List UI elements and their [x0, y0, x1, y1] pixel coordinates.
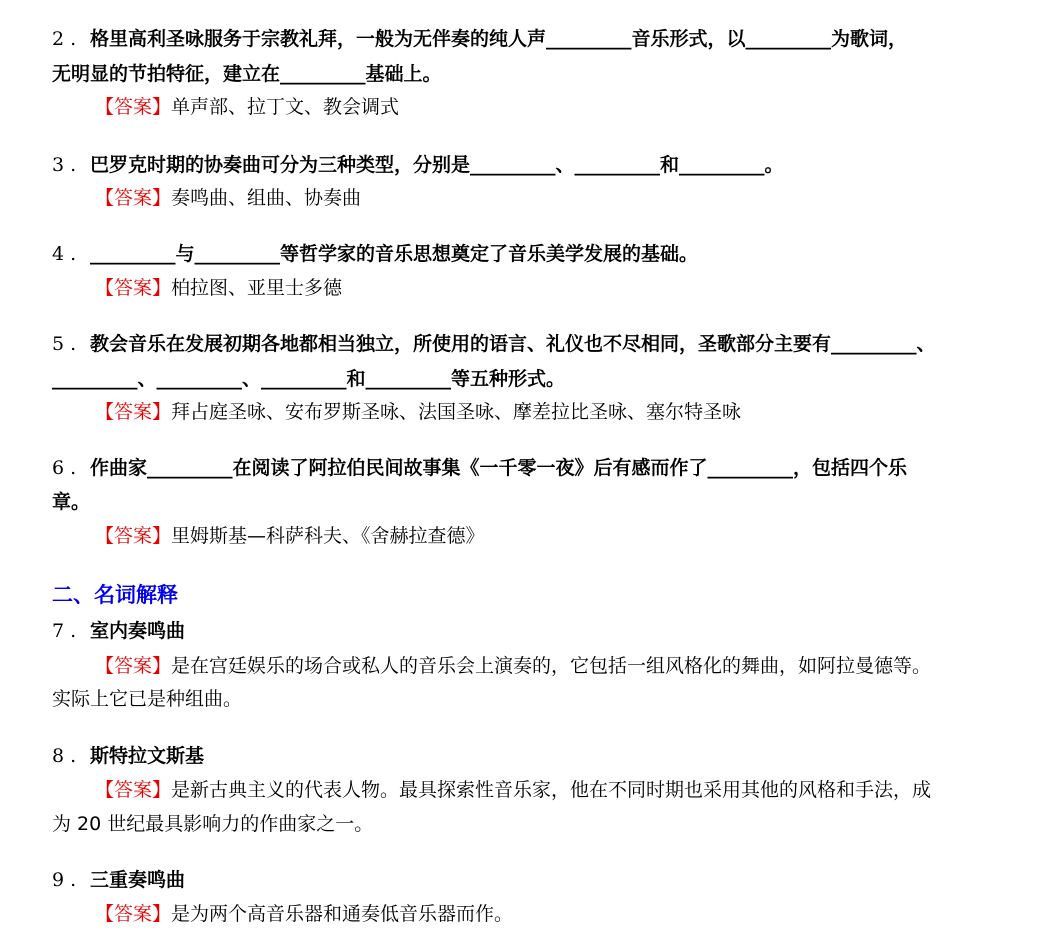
- answer-text: 是为两个高音乐器和通奏低音乐器而作。: [171, 903, 514, 925]
- question-4-line-1: [52, 242, 698, 266]
- answer-text: 拜占庭圣咏、安布罗斯圣咏、法国圣咏、摩差拉比圣咏、塞尔特圣咏: [171, 401, 742, 423]
- question-text: 巴罗克时期的协奏曲可分为三种类型，分别是_________、_________和_________。: [90, 154, 784, 176]
- answer-tag: 【答案】: [95, 401, 172, 423]
- question-2-line-2: 无明显的节拍特征，建立在_________基础上。: [52, 63, 442, 85]
- question-7-line-1: [52, 619, 185, 643]
- answer-text: 是在宫廷娱乐的场合或私人的音乐会上演奏的，它包括一组风格化的舞曲，如阿拉曼德等。: [171, 655, 932, 677]
- answer-4: [95, 276, 342, 300]
- question-6-line-1: [52, 456, 907, 480]
- question-9-line-1: [52, 868, 185, 892]
- question-text: 格里高利圣咏服务于宗教礼拜，一般为无伴奏的纯人声_________音乐形式，以_________为歌词，: [90, 28, 908, 50]
- answer-tag: 【答案】: [95, 779, 172, 801]
- answer-tag: 【答案】: [95, 96, 172, 118]
- answer-tag: 【答案】: [95, 903, 172, 925]
- question-number: 2 .: [52, 28, 77, 50]
- question-term: 室内奏鸣曲: [90, 620, 186, 642]
- question-5-line-2: _________、_________、_________和_________等五种形式。: [52, 368, 566, 390]
- question-number: 9 .: [52, 869, 77, 891]
- question-8-line-1: [52, 744, 204, 768]
- answer-text: 奏鸣曲、组曲、协奏曲: [171, 187, 362, 209]
- answer-9-line-1: [95, 902, 513, 926]
- answer-text: 单声部、拉丁文、教会调式: [171, 96, 400, 118]
- question-3-line-1: [52, 153, 784, 177]
- answer-8-line-1: [95, 778, 931, 802]
- question-text: 教会音乐在发展初期各地都相当独立，所使用的语言、礼仪也不尽相同，圣歌部分主要有_________、: [90, 333, 936, 355]
- question-term: 三重奏鸣曲: [90, 869, 186, 891]
- answer-8-line-2: 为 20 世纪最具影响力的作曲家之一。: [52, 813, 374, 835]
- answer-text: 里姆斯基—科萨科夫、《舍赫拉查德》: [171, 525, 485, 547]
- answer-tag: 【答案】: [95, 277, 172, 299]
- answer-5: [95, 400, 741, 424]
- section-heading: 二、名词解释: [52, 583, 178, 607]
- question-number: 5 .: [52, 333, 77, 355]
- answer-text: 柏拉图、亚里士多德: [171, 277, 343, 299]
- question-5-line-1: [52, 332, 936, 356]
- question-text: _________与_________等哲学家的音乐思想奠定了音乐美学发展的基础。: [90, 243, 699, 265]
- question-2-line-1: [52, 27, 907, 51]
- question-number: 3 .: [52, 154, 77, 176]
- answer-7-line-1: [95, 654, 931, 678]
- answer-tag: 【答案】: [95, 187, 172, 209]
- question-term: 斯特拉文斯基: [90, 745, 205, 767]
- answer-3: [95, 186, 361, 210]
- answer-2: [95, 95, 399, 119]
- question-text: 作曲家_________在阅读了阿拉伯民间故事集《一千零一夜》后有感而作了_________，包括四个乐: [90, 457, 908, 479]
- answer-7-line-2: 实际上它已是种组曲。: [52, 688, 243, 710]
- question-number: 8 .: [52, 745, 77, 767]
- question-number: 6 .: [52, 457, 77, 479]
- answer-tag: 【答案】: [95, 525, 172, 547]
- question-number: 7 .: [52, 620, 77, 642]
- question-number: 4 .: [52, 243, 77, 265]
- answer-tag: 【答案】: [95, 655, 172, 677]
- question-6-line-2: 章。: [52, 491, 91, 513]
- answer-6: [95, 524, 485, 548]
- answer-text: 是新古典主义的代表人物。最具探索性音乐家，他在不同时期也采用其他的风格和手法，成: [171, 779, 932, 801]
